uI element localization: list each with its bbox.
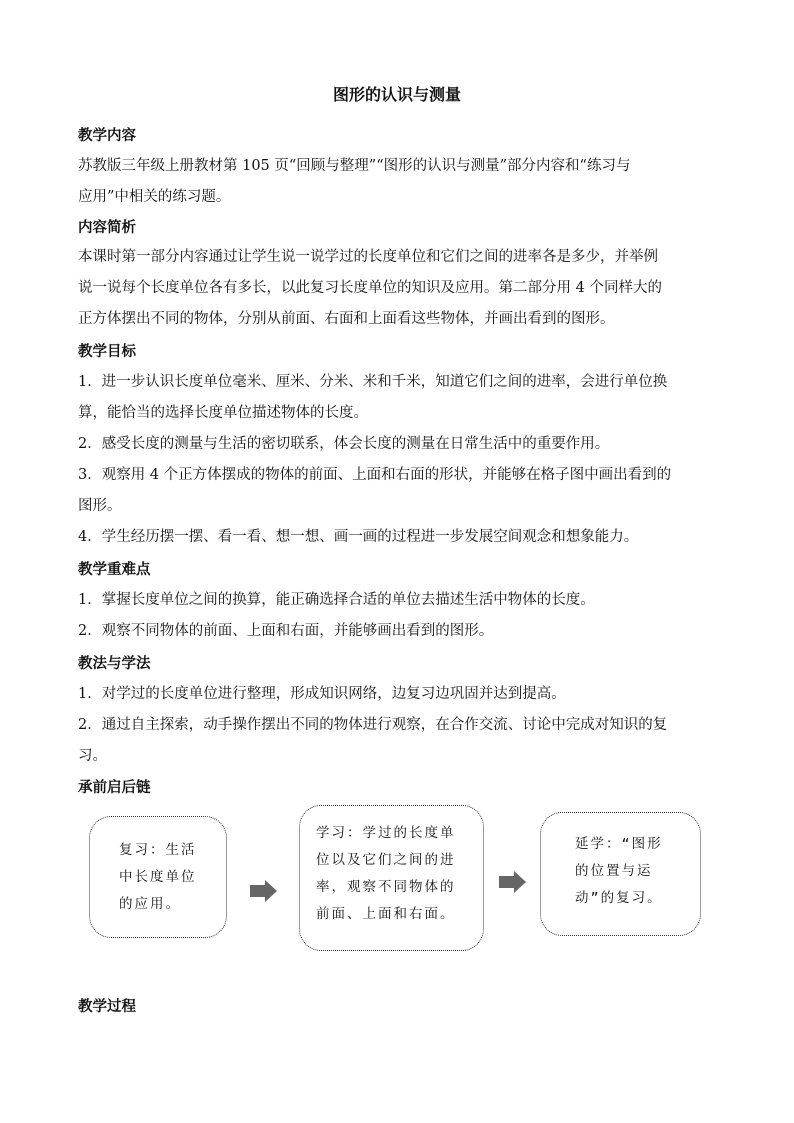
text-line: 中长度单位 <box>119 869 197 885</box>
arrow-shape <box>250 880 277 902</box>
text-line: 说一说每个长度单位各有多长，以此复习长度单位的知识及应用。第二部分用 4 个同样大的 <box>78 280 662 296</box>
text-line: 复习：生活 <box>119 842 197 858</box>
text-line: 的应用。 <box>119 896 181 912</box>
text-line: 2．通过自主探索，动手操作摆出不同的物体进行观察，在合作交流、讨论中完成对知识的复 <box>78 717 668 733</box>
section-body-goals <box>78 367 718 553</box>
text-line: 1．进一步认识长度单位毫米、厘米、分米、米和千米，知道它们之间的进率，会进行单位换 <box>78 374 668 390</box>
text-line: 率，观察不同物体的 <box>316 879 456 895</box>
section-heading-keypoints: 教学重难点 <box>78 562 151 578</box>
right-arrow-icon <box>250 880 278 902</box>
section-heading-process: 教学过程 <box>78 999 136 1015</box>
text-line: 本课时第一部分内容通过让学生说一说学过的长度单位和它们之间的进率各是多少，并举例 <box>78 249 658 265</box>
flow-box-text <box>316 820 456 928</box>
section-heading-methods: 教法与学法 <box>78 656 151 672</box>
text-line: 正方体摆出不同的物体，分别从前面、右面和上面看这些物体，并画出看到的图形。 <box>78 311 615 327</box>
text-line: 2．感受长度的测量与生活的密切联系，体会长度的测量在日常生活中的重要作用。 <box>78 436 610 452</box>
section-body-analysis <box>78 242 718 335</box>
flow-box-learn <box>299 805 484 951</box>
right-arrow-icon <box>499 871 527 893</box>
arrow-shape <box>499 871 526 893</box>
text-line: 1．对学过的长度单位进行整理，形成知识网络，边复习边巩固并达到提高。 <box>78 686 566 702</box>
text-line: 4．学生经历摆一摆、看一看、想一想、画一画的过程进一步发展空间观念和想象能力。 <box>78 529 639 545</box>
text-line: 1．掌握长度单位之间的换算，能正确选择合适的单位去描述生活中物体的长度。 <box>78 592 595 608</box>
section-body-content <box>78 151 718 213</box>
text-line: 算，能恰当的选择长度单位描述物体的长度。 <box>78 405 368 421</box>
section-heading-content: 教学内容 <box>78 128 136 144</box>
text-line: 3．观察用 4 个正方体摆成的物体的前面、上面和右面的形状，并能够在格子图中画出看到的 <box>78 467 672 483</box>
flow-box-extend <box>540 812 701 936</box>
section-heading-analysis: 内容简析 <box>78 220 136 236</box>
text-line: 的位置与运 <box>575 863 653 879</box>
text-line: 学习：学过的长度单 <box>316 825 456 841</box>
section-body-methods <box>78 679 718 772</box>
text-line: 应用”中相关的练习题。 <box>78 189 231 205</box>
section-heading-chain: 承前启后链 <box>78 780 151 796</box>
text-line: 前面、上面和右面。 <box>316 906 456 922</box>
text-line: 2．观察不同物体的前面、上面和右面，并能够画出看到的图形。 <box>78 623 494 639</box>
text-line: 图形。 <box>78 498 122 514</box>
text-line: 延学：“图形 <box>575 836 663 852</box>
flow-box-text <box>119 837 197 918</box>
flow-box-text <box>575 831 663 912</box>
text-line: 位以及它们之间的进 <box>316 852 456 868</box>
text-line: 动”的复习。 <box>575 890 663 906</box>
document-title: 图形的认识与测量 <box>332 85 461 104</box>
section-heading-goals: 教学目标 <box>78 344 136 360</box>
section-body-keypoints <box>78 585 718 647</box>
flow-box-review <box>89 816 227 938</box>
text-line: 苏教版三年级上册教材第 105 页“回顾与整理”“图形的认识与测量”部分内容和“练习与 <box>78 158 631 174</box>
text-line: 习。 <box>78 748 107 764</box>
